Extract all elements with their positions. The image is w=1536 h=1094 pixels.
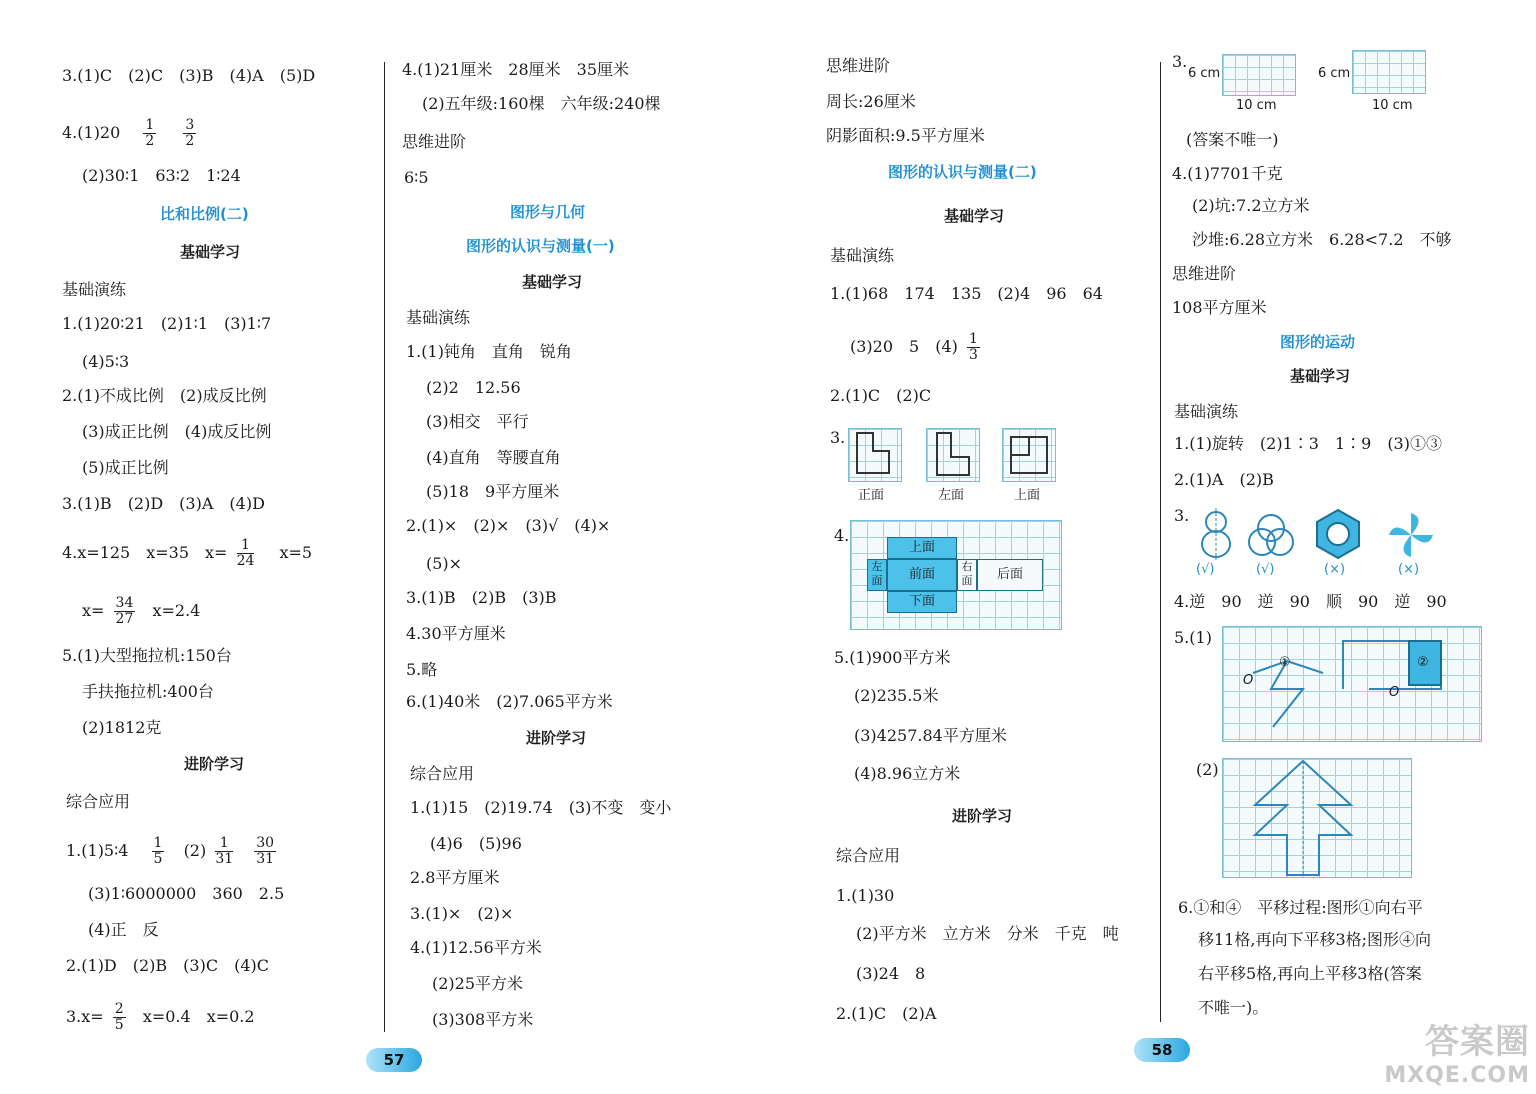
answer-line: 1.(1)68 174 135 (2)4 96 64 [830,284,1103,303]
page-number-right: 58 [1134,1038,1190,1062]
answer-line: 6.(1)40米 (2)7.065平方米 [406,692,613,711]
heading: 思维进阶 [402,132,467,151]
answer-line: 3. [1174,506,1190,525]
answer-line: 5.略 [406,660,438,679]
net-face-right: 右面 [957,559,977,591]
section-title: 图形的运动 [1280,333,1356,351]
answer-line: 2.(1)C (2)C [830,386,932,405]
answer-line: 4.(1)21厘米 28厘米 35厘米 [402,60,630,79]
net-face-bottom: 下面 [887,591,957,613]
answer-line: (4)6 (5)96 [430,834,522,853]
answer-line: (2)平方米 立方米 分米 千克 吨 [856,924,1119,943]
answer-line: 1.(1)旋转 (2)1∶3 1∶9 (3)①③ [1174,434,1442,453]
answer-line: (5)18 9平方厘米 [426,482,560,501]
figure-label-2: ② [1417,655,1429,670]
answer-line: 3.(1)C (2)C (3)B (4)A (5)D [62,66,316,85]
answer-line: 阴影面积:9.5平方厘米 [826,126,985,145]
answer-line: 3. [1172,52,1188,71]
view-top-shape [1003,429,1055,481]
answer-line: 4.(1)7701千克 [1172,164,1283,183]
answer-line: 4. [834,526,850,545]
page-number-left: 57 [366,1048,422,1072]
fraction: $\frac{1}{5}$ [153,835,163,867]
answer-line: (2)25平方米 [432,974,524,993]
answer-line: 周长:26厘米 [826,92,916,111]
answer-line: 4.逆 90 逆 90 顺 90 逆 90 [1174,592,1447,611]
fraction: $\frac{1}{2}$ [145,117,155,149]
symmetry-figure-triquetra-icon [1244,510,1298,558]
heading: 综合应用 [410,764,475,783]
view-left-shape [927,429,979,481]
origin-label: O [1243,673,1254,688]
fraction: $\frac{1}{31}$ [215,835,234,867]
answer-line: x= $\frac{34}{27}$ x=2.4 [82,595,201,627]
answer-line: (3)308平方米 [432,1010,534,1029]
answer-line: (2) [1196,760,1219,779]
view-front-grid [848,428,902,482]
answer-line: (2)1812克 [82,718,162,737]
answer-line: (5)成正比例 [82,458,169,477]
net-face-back: 后面 [977,559,1043,591]
answer-line: (2)五年级:160棵 六年级:240棵 [422,94,661,113]
fraction: $\frac{3}{2}$ [185,117,195,149]
answer-line: (4)正 反 [88,920,159,939]
column-divider-left [384,62,385,1032]
answer-line: 1.(1)钝角 直角 锐角 [406,342,572,361]
symmetry-mark: (√) [1196,562,1215,577]
heading: 基础演练 [1174,402,1239,421]
subsection-title: 进阶学习 [952,807,1013,825]
answer-line: (4)8.96立方米 [854,764,961,783]
section-title: 比和比例(二) [160,205,249,223]
view-top-grid [1002,428,1056,482]
answer-line: (3)24 8 [856,964,926,983]
answer-line: (3)20 5 (4) $\frac{1}{3}$ [850,331,978,363]
answer-line: 3.(1)B (2)B (3)B [406,588,557,607]
rect-grid-2 [1352,50,1426,94]
answer-line: 5.(1) [1174,628,1212,647]
answer-line: 6.①和④ 平移过程:图形①向右平 [1178,898,1423,917]
cube-net-grid [850,520,1062,630]
symmetry-mark: (√) [1256,562,1275,577]
subsection-title: 基础学习 [180,243,241,261]
answer-line: 2.(1)× (2)× (3)√ (4)× [406,516,611,535]
answer-line: 手扶拖拉机:400台 [82,682,214,701]
answer-line: (3)1∶6000000 360 2.5 [88,884,285,903]
heading: 基础演练 [406,308,471,327]
fraction: $\frac{34}{27}$ [115,595,134,627]
view-left-label: 左面 [938,488,965,503]
fraction: $\frac{30}{31}$ [256,835,275,867]
answer-line: (3)成正比例 (4)成反比例 [82,422,272,441]
subsection-title: 基础学习 [522,273,583,291]
answer-line: (4)直角 等腰直角 [426,448,561,467]
answer-line: 4.30平方厘米 [406,624,506,643]
answer-line: 不唯一)。 [1198,998,1269,1017]
answer-line: (5)× [426,554,463,573]
figure-label-1: ① [1279,655,1291,670]
subsection-title: 进阶学习 [184,755,245,773]
heading: 思维进阶 [1172,264,1237,283]
answer-line: 3. [830,428,846,447]
view-left-grid [926,428,980,482]
answer-line: 2.(1)C (2)A [836,1004,937,1023]
view-front-shape [849,429,901,481]
answer-line: 1.(1)5∶4 $\frac{1}{5}$ (2) $\frac{1}{31}$ $\frac{30}{31}$ [66,835,275,867]
view-front-label: 正面 [858,488,885,503]
answer-line: 4.x=125 x=35 x= $\frac{1}{24}$ x=5 [62,537,313,569]
answer-line: 1.(1)15 (2)19.74 (3)不变 变小 [410,798,672,817]
section-title: 图形的认识与测量(二) [888,163,1037,181]
answer-line: 4.(1)20 $\frac{1}{2}$ $\frac{3}{2}$ [62,117,195,149]
heading: 综合应用 [836,846,901,865]
rotation-figure [1223,627,1481,741]
section-title: 图形与几何 [510,203,586,221]
rotation-grid [1222,626,1482,742]
answer-line: (2)235.5米 [854,686,939,705]
symmetry-figure-hexagon-icon [1314,508,1362,560]
view-top-label: 上面 [1014,488,1041,503]
answer-line: 2.(1)不成比例 (2)成反比例 [62,386,267,405]
subsection-title: 基础学习 [944,207,1005,225]
origin-label: O [1389,685,1400,700]
fraction: $\frac{1}{3}$ [968,331,978,363]
section-title: 图形的认识与测量(一) [466,237,615,255]
dimension-label: 6 cm [1188,66,1221,81]
symmetry-mark: (×) [1324,562,1346,577]
answer-line: 1.(1)30 [836,886,895,905]
answer-line: (3)相交 平行 [426,412,529,431]
answer-line: 移11格,再向下平移3格;图形④向 [1198,930,1432,949]
heading: 思维进阶 [826,56,891,75]
answer-line: 2.(1)A (2)B [1174,470,1274,489]
subsection-title: 基础学习 [1290,367,1351,385]
dimension-label: 6 cm [1318,66,1351,81]
answer-line: 6∶5 [404,168,429,187]
heading: 综合应用 [66,792,131,811]
answer-line: 3.(1)B (2)D (3)A (4)D [62,494,265,513]
answer-line: 右平移5格,再向上平移3格(答案 [1198,964,1422,983]
answer-line: 1.(1)20∶21 (2)1∶1 (3)1∶7 [62,314,272,333]
dimension-label: 10 cm [1372,98,1413,113]
answer-line: (2)30∶1 63∶2 1∶24 [82,166,241,185]
answer-line: (3)4257.84平方厘米 [854,726,1007,745]
answer-line: 3.(1)× (2)× [410,904,514,923]
answer-line: 2.8平方厘米 [410,868,500,887]
answer-line: 3.x= $\frac{2}{5}$ x=0.4 x=0.2 [66,1001,255,1033]
column-divider-right [1160,62,1161,1022]
symmetry-figure-pinwheel-icon [1386,510,1436,560]
answer-line: (答案不唯一) [1186,130,1279,149]
tree-figure [1223,759,1411,877]
answer-line: 4.(1)12.56平方米 [410,938,542,957]
fraction: $\frac{2}{5}$ [114,1001,124,1033]
symmetry-mark: (×) [1398,562,1420,577]
tree-grid [1222,758,1412,878]
answer-line: (4)5∶3 [82,352,130,371]
watermark-logo: 答案圈 MXQE.COM [1384,1022,1530,1088]
answer-line: 2.(1)D (2)B (3)C (4)C [66,956,269,975]
subsection-title: 进阶学习 [526,729,587,747]
dimension-label: 10 cm [1236,98,1277,113]
heading: 基础演练 [830,246,895,265]
answer-line: 沙堆:6.28立方米 6.28<7.2 不够 [1192,230,1452,249]
answer-line: (2)2 12.56 [426,378,521,397]
net-face-left: 左面 [867,559,887,591]
answer-line: 5.(1)900平方米 [834,648,951,667]
rect-grid-1 [1222,54,1296,96]
answer-line: 5.(1)大型拖拉机:150台 [62,646,232,665]
answer-line: (2)坑:7.2立方米 [1192,196,1310,215]
symmetry-figure-gourd-icon [1196,508,1236,560]
answer-line: 108平方厘米 [1172,298,1267,317]
net-face-top: 上面 [887,537,957,559]
heading: 基础演练 [62,280,127,299]
fraction: $\frac{1}{24}$ [236,537,255,569]
net-face-front: 前面 [887,559,957,591]
